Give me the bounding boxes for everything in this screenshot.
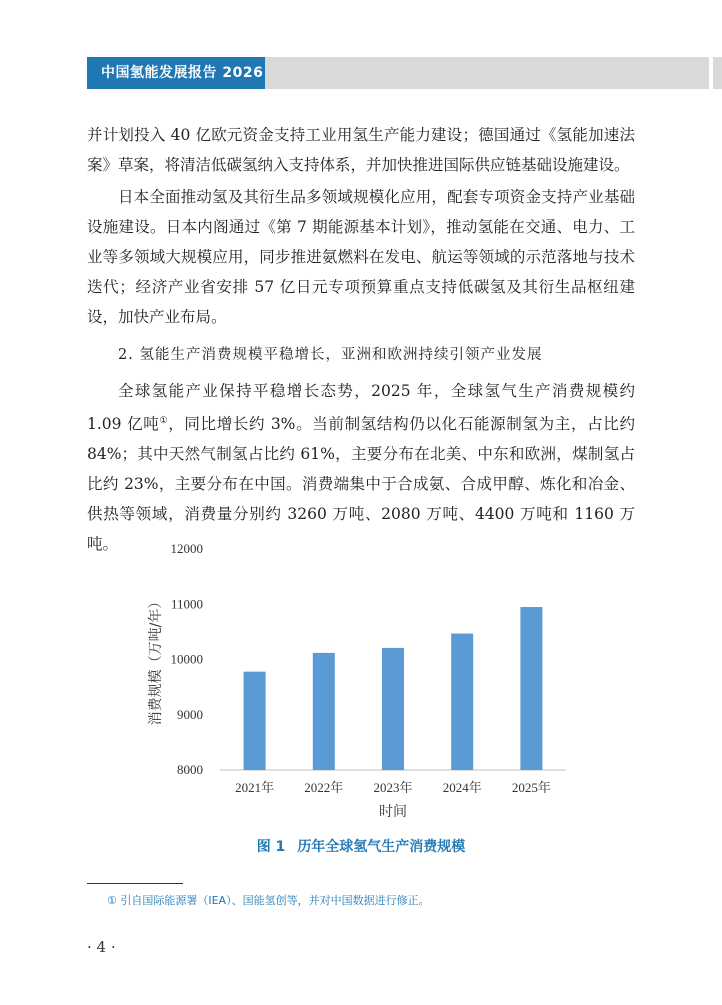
page-number: · 4 · [87, 938, 116, 956]
footnote-reference[interactable]: ① [159, 416, 169, 426]
section-subheading: 2. 氢能生产消费规模平稳增长，亚洲和欧洲持续引领产业发展 [118, 347, 543, 363]
x-tick-label: 2022年 [304, 780, 344, 795]
x-axis-title: 时间 [379, 804, 407, 820]
footnote-divider [87, 883, 183, 884]
x-tick-label: 2025年 [511, 780, 551, 795]
report-title: 中国氢能发展报告 2026 [87, 57, 265, 89]
bar-2024年 [451, 634, 473, 770]
paragraph-1: 并计划投入 40 亿欧元资金支持工业用氢生产能力建设；德国通过《氢能加速法案》草案，将清洁低碳氢纳入支持体系，并加快推进国际供应链基础设施建设。 [87, 126, 635, 174]
paragraph-3-text-a: 全球氢能产业保持平稳增长态势，2025 年，全球氢气生产消费规模约 1.09 亿吨 [87, 382, 635, 434]
paragraph-2: 日本全面推动氢及其衍生品多领域规模化应用，配套专项资金支持产业基础设施建设。日本内阁通过《第 7 期能源基本计划》，推动氢能在交通、电力、工业等多领域大规模应用，同步推进氨燃料在发电、航运等领域的示范落地与技术迭代；经济产业省安排 57 亿日元专项预算重点支持低碳氢及其衍生品枢纽建设，加快产业布局。 [87, 188, 635, 326]
x-tick-label: 2024年 [442, 780, 482, 795]
figure-number: 图 1 [256, 839, 286, 855]
y-tick-label: 8000 [177, 762, 203, 777]
figure-caption [0, 836, 722, 856]
y-tick-label: 10000 [170, 651, 203, 667]
bar-2022年 [313, 653, 335, 770]
footnote: ① 引自国际能源署（IEA）、国能氢创等，并对中国数据进行修正。 [107, 894, 430, 907]
figure-title: 历年全球氢气生产消费规模 [297, 839, 466, 855]
bar-2021年 [244, 672, 266, 770]
y-tick-label: 12000 [170, 541, 203, 556]
y-tick-label: 11000 [170, 596, 203, 612]
x-tick-label: 2023年 [373, 780, 413, 795]
bar-2025年 [520, 607, 542, 770]
paragraph-3-text-b: ，同比增长约 3%。当前制氢结构仍以化石能源制氢为主，占比约 84%；其中天然气制氢占比约 61%，主要分布在北美、中东和欧洲，煤制氢占比约 23%，主要分布在中国。消费端集中于合成氨、合成甲醇、炼化和冶金、供热等领域，消费量分别约 3260 万吨、2080 万吨、4400 万吨和 1160 万吨。 [87, 415, 635, 554]
x-tick-label: 2021年 [235, 780, 275, 795]
y-tick-label: 9000 [177, 706, 203, 722]
y-axis-title: 消费规模（万吨/年） [148, 594, 164, 726]
bar-2023年 [382, 648, 404, 770]
